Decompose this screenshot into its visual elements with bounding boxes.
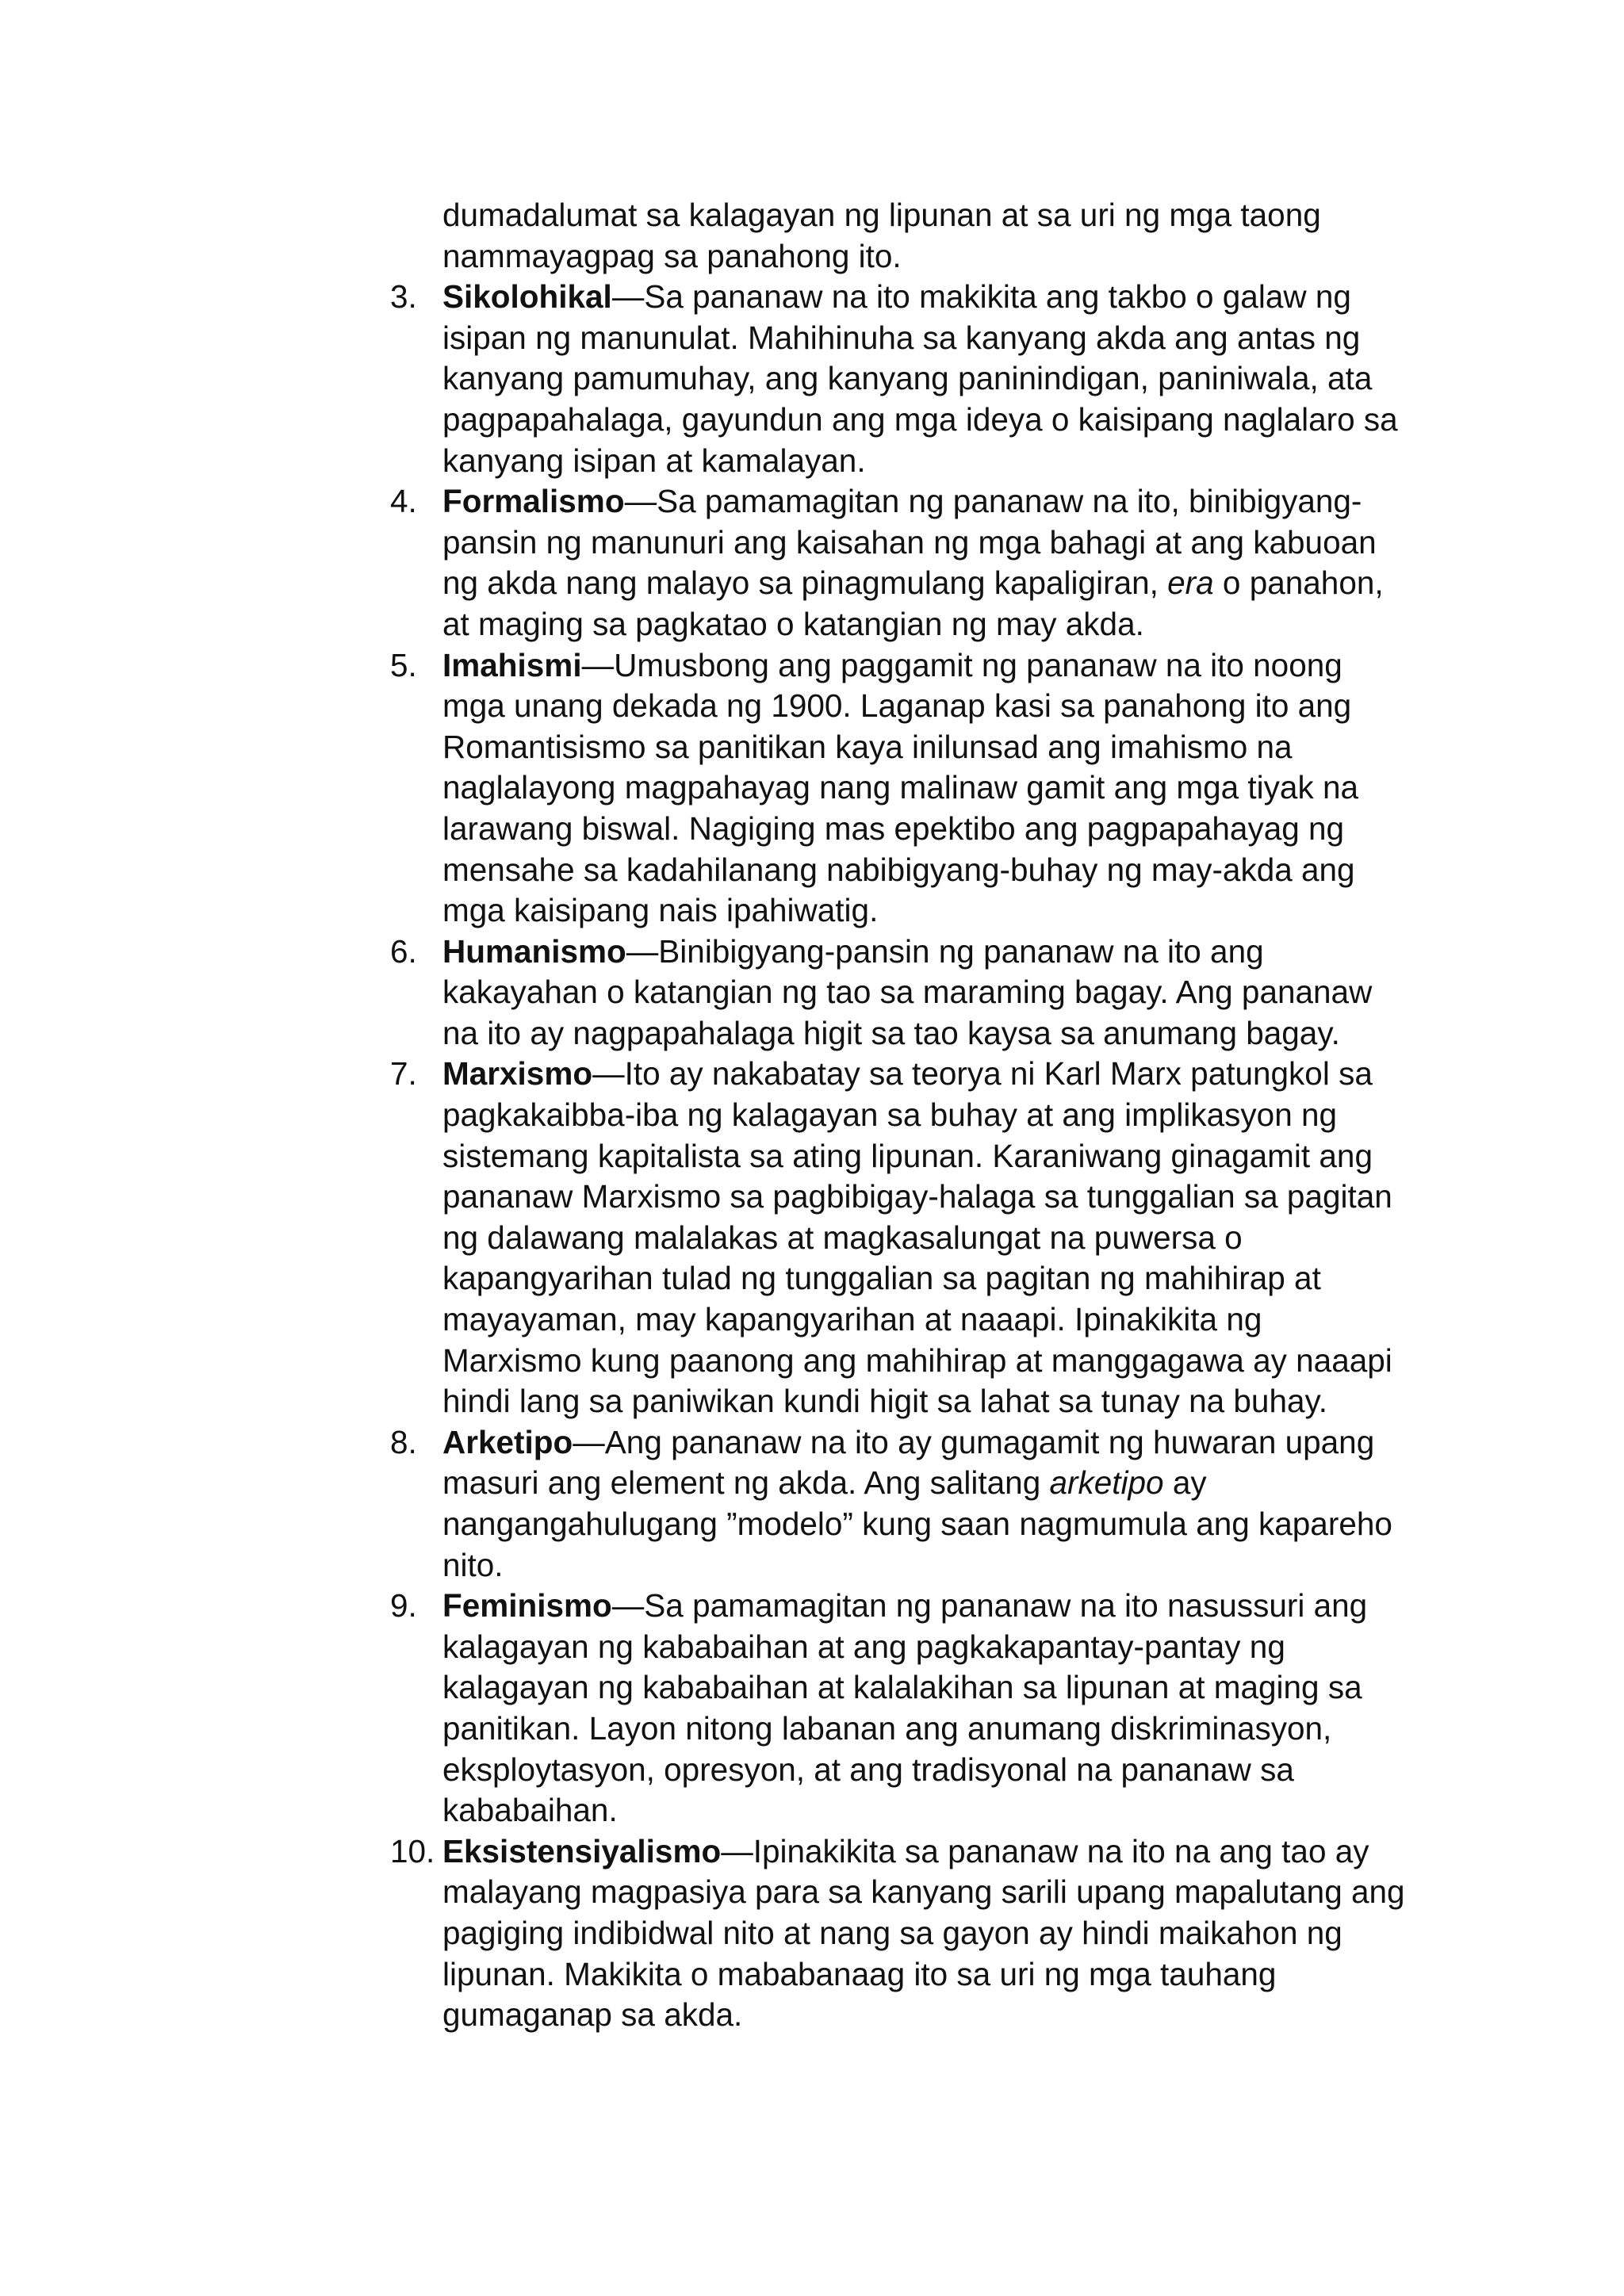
- list-item-formalismo: [0, 481, 1473, 645]
- list-number: 6.: [390, 932, 417, 970]
- italic-term: era: [1167, 564, 1214, 602]
- text-line: ng dalawang malalakas at magkasalungat na puwersa o: [442, 1219, 1243, 1256]
- text-line: [442, 277, 1473, 318]
- list-item-arketipo: [0, 1422, 1473, 1586]
- definition-text: —Sa pananaw na ito makikita ang takbo o galaw ng: [611, 278, 1351, 316]
- term-label: Humanismo: [442, 932, 626, 970]
- text-line: Marxismo kung paanong ang mahihirap at manggagawa ay naaapi: [442, 1341, 1392, 1379]
- list-item-marxismo: [0, 1054, 1473, 1422]
- text-line: kakayahan o katangian ng tao sa maraming bagay. Ang pananaw: [442, 974, 1373, 1011]
- document-body: [0, 195, 1624, 2036]
- text-line: malayang magpasiya para sa kanyang sarili upang mapalutang ang: [442, 1873, 1405, 1911]
- text-line: nangangahulugang ”modelo” kung saan nagmumula ang kapareho: [442, 1506, 1392, 1542]
- term-label: Arketipo: [442, 1423, 573, 1460]
- text-line: [442, 932, 1473, 973]
- text-line: [442, 645, 1473, 687]
- term-label: Formalismo: [442, 483, 625, 520]
- text-line: mga kaisipang nais ipahiwatig.: [442, 892, 879, 929]
- text-line: [442, 1586, 1473, 1627]
- text-line: panitikan. Layon nitong labanan ang anumang diskriminasyon,: [442, 1709, 1332, 1747]
- term-label: Marxismo: [442, 1055, 593, 1093]
- list-number: 9.: [390, 1587, 417, 1624]
- text-line: mga unang dekada ng 1900. Laganap kasi sa panahong ito ang: [442, 687, 1352, 725]
- text-line: kababaihan.: [442, 1792, 618, 1829]
- text-line: [442, 563, 1473, 604]
- text-line: [442, 1463, 1473, 1504]
- list-item-feminismo: [0, 1586, 1473, 1831]
- definition-text: —Binibigyang-pansin ng pananaw na ito ang: [626, 932, 1264, 970]
- text-line: pananaw Marxismo sa pagbibigay-halaga sa tunggalian sa pagitan: [442, 1178, 1392, 1215]
- text-line: [442, 481, 1473, 522]
- term-label: Imahismi: [442, 646, 582, 683]
- list-item-sikolohikal: [0, 277, 1473, 481]
- italic-term: arketipo: [1049, 1464, 1164, 1502]
- list-number: 5.: [390, 646, 417, 683]
- term-label: Eksistensiyalismo: [442, 1832, 722, 1869]
- definition-text: o panahon,: [1213, 564, 1384, 602]
- text-line: kanyang pamumuhay, ang kanyang paninindigan, paniniwala, ata: [442, 360, 1373, 397]
- term-label: Sikolohikal: [442, 278, 612, 316]
- text-line: na ito ay nagpapahalaga higit sa tao kaysa sa anumang bagay.: [442, 1014, 1340, 1051]
- definition-text: —Ipinakikita sa pananaw na ito na ang tao ay: [721, 1832, 1369, 1869]
- text-line: pagpapahalaga, gayundun ang mga ideya o kaisipang naglalaro sa: [442, 400, 1398, 438]
- definition-text: —Sa pamamagitan ng pananaw na ito nasussuri ang: [611, 1587, 1368, 1624]
- continuation-paragraph: [442, 195, 1473, 277]
- definition-text: —Sa pamamagitan ng pananaw na ito, binibigyang-: [624, 483, 1362, 520]
- list-number: 7.: [390, 1055, 417, 1093]
- text-line: [442, 1054, 1473, 1095]
- definition-text: —Umusbong ang paggamit ng pananaw na ito noong: [581, 646, 1342, 683]
- definition-text: ng akda nang malayo sa pinagmulang kapaligiran,: [442, 564, 1168, 602]
- text-line: isipan ng manunulat. Mahihinuha sa kanyang akda ang antas ng: [442, 319, 1361, 356]
- list-item-humanismo: [0, 932, 1473, 1054]
- list-number: 4.: [390, 483, 417, 520]
- term-label: Feminismo: [442, 1587, 612, 1624]
- text-line: kalagayan ng kababaihan at kalalakihan sa lipunan at maging sa: [442, 1669, 1362, 1706]
- text-line: Romantisismo sa panitikan kaya inilunsad ang imahismo na: [442, 728, 1293, 765]
- text-line: kanyang isipan at kamalayan.: [442, 442, 866, 479]
- list-item-eksistensiyalismo: [0, 1831, 1473, 2036]
- text-line: gumaganap sa akda.: [442, 1996, 743, 2034]
- text-line: mensahe sa kadahilanang nabibigyang-buhay ng may-akda ang: [442, 851, 1355, 888]
- text-line: nito.: [442, 1546, 504, 1583]
- definition-text: —Ang pananaw na ito ay gumagamit ng huwaran upang: [573, 1423, 1375, 1460]
- text-line: [442, 1831, 1473, 1873]
- list-number: 8.: [390, 1423, 417, 1460]
- text-line: pagiging indibidwal nito at nang sa gayon ay hindi maikahon ng: [442, 1914, 1342, 1951]
- definition-text: masuri ang element ng akda. Ang salitang: [442, 1464, 1050, 1502]
- text-line: eksploytasyon, opresyon, at ang tradisyonal na pananaw sa: [442, 1751, 1294, 1788]
- list-number: 10.: [390, 1832, 435, 1869]
- text-line: nammayagpag sa panahong ito.: [442, 237, 902, 274]
- text-line: dumadalumat sa kalagayan ng lipunan at sa uri ng mga taong: [442, 197, 1321, 233]
- list-number: 3.: [390, 278, 417, 316]
- text-line: sistemang kapitalista sa ating lipunan. Karaniwang ginagamit ang: [442, 1137, 1373, 1174]
- text-line: kapangyarihan tulad ng tunggalian sa pagitan ng mahihirap at: [442, 1260, 1321, 1297]
- text-line: mayayaman, may kapangyarihan at naaapi. Ipinakikita ng: [442, 1301, 1262, 1338]
- definition-text: ay: [1163, 1464, 1207, 1502]
- text-line: lipunan. Makikita o mababanaag ito sa uri ng mga tauhang: [442, 1955, 1277, 1992]
- definition-text: —Ito ay nakabatay sa teorya ni Karl Marx patungkol sa: [592, 1055, 1373, 1093]
- text-line: naglalayong magpahayag nang malinaw gamit ang mga tiyak na: [442, 769, 1359, 806]
- text-line: kalagayan ng kababaihan at ang pagkakapantay-pantay ng: [442, 1628, 1285, 1665]
- text-line: larawang biswal. Nagiging mas epektibo ang pagpapahayag ng: [442, 809, 1345, 847]
- list-item-imahismi: [0, 645, 1473, 932]
- text-line: at maging sa pagkatao o katangian ng may akda.: [442, 605, 1144, 642]
- text-line: hindi lang sa paniwikan kundi higit sa lahat sa tunay na buhay.: [442, 1383, 1328, 1420]
- text-line: pansin ng manunuri ang kaisahan ng mga bahagi at ang kabuoan: [442, 523, 1377, 561]
- text-line: pagkakaibba-iba ng kalagayan sa buhay at ang implikasyon ng: [442, 1096, 1338, 1134]
- text-line: [442, 1422, 1473, 1464]
